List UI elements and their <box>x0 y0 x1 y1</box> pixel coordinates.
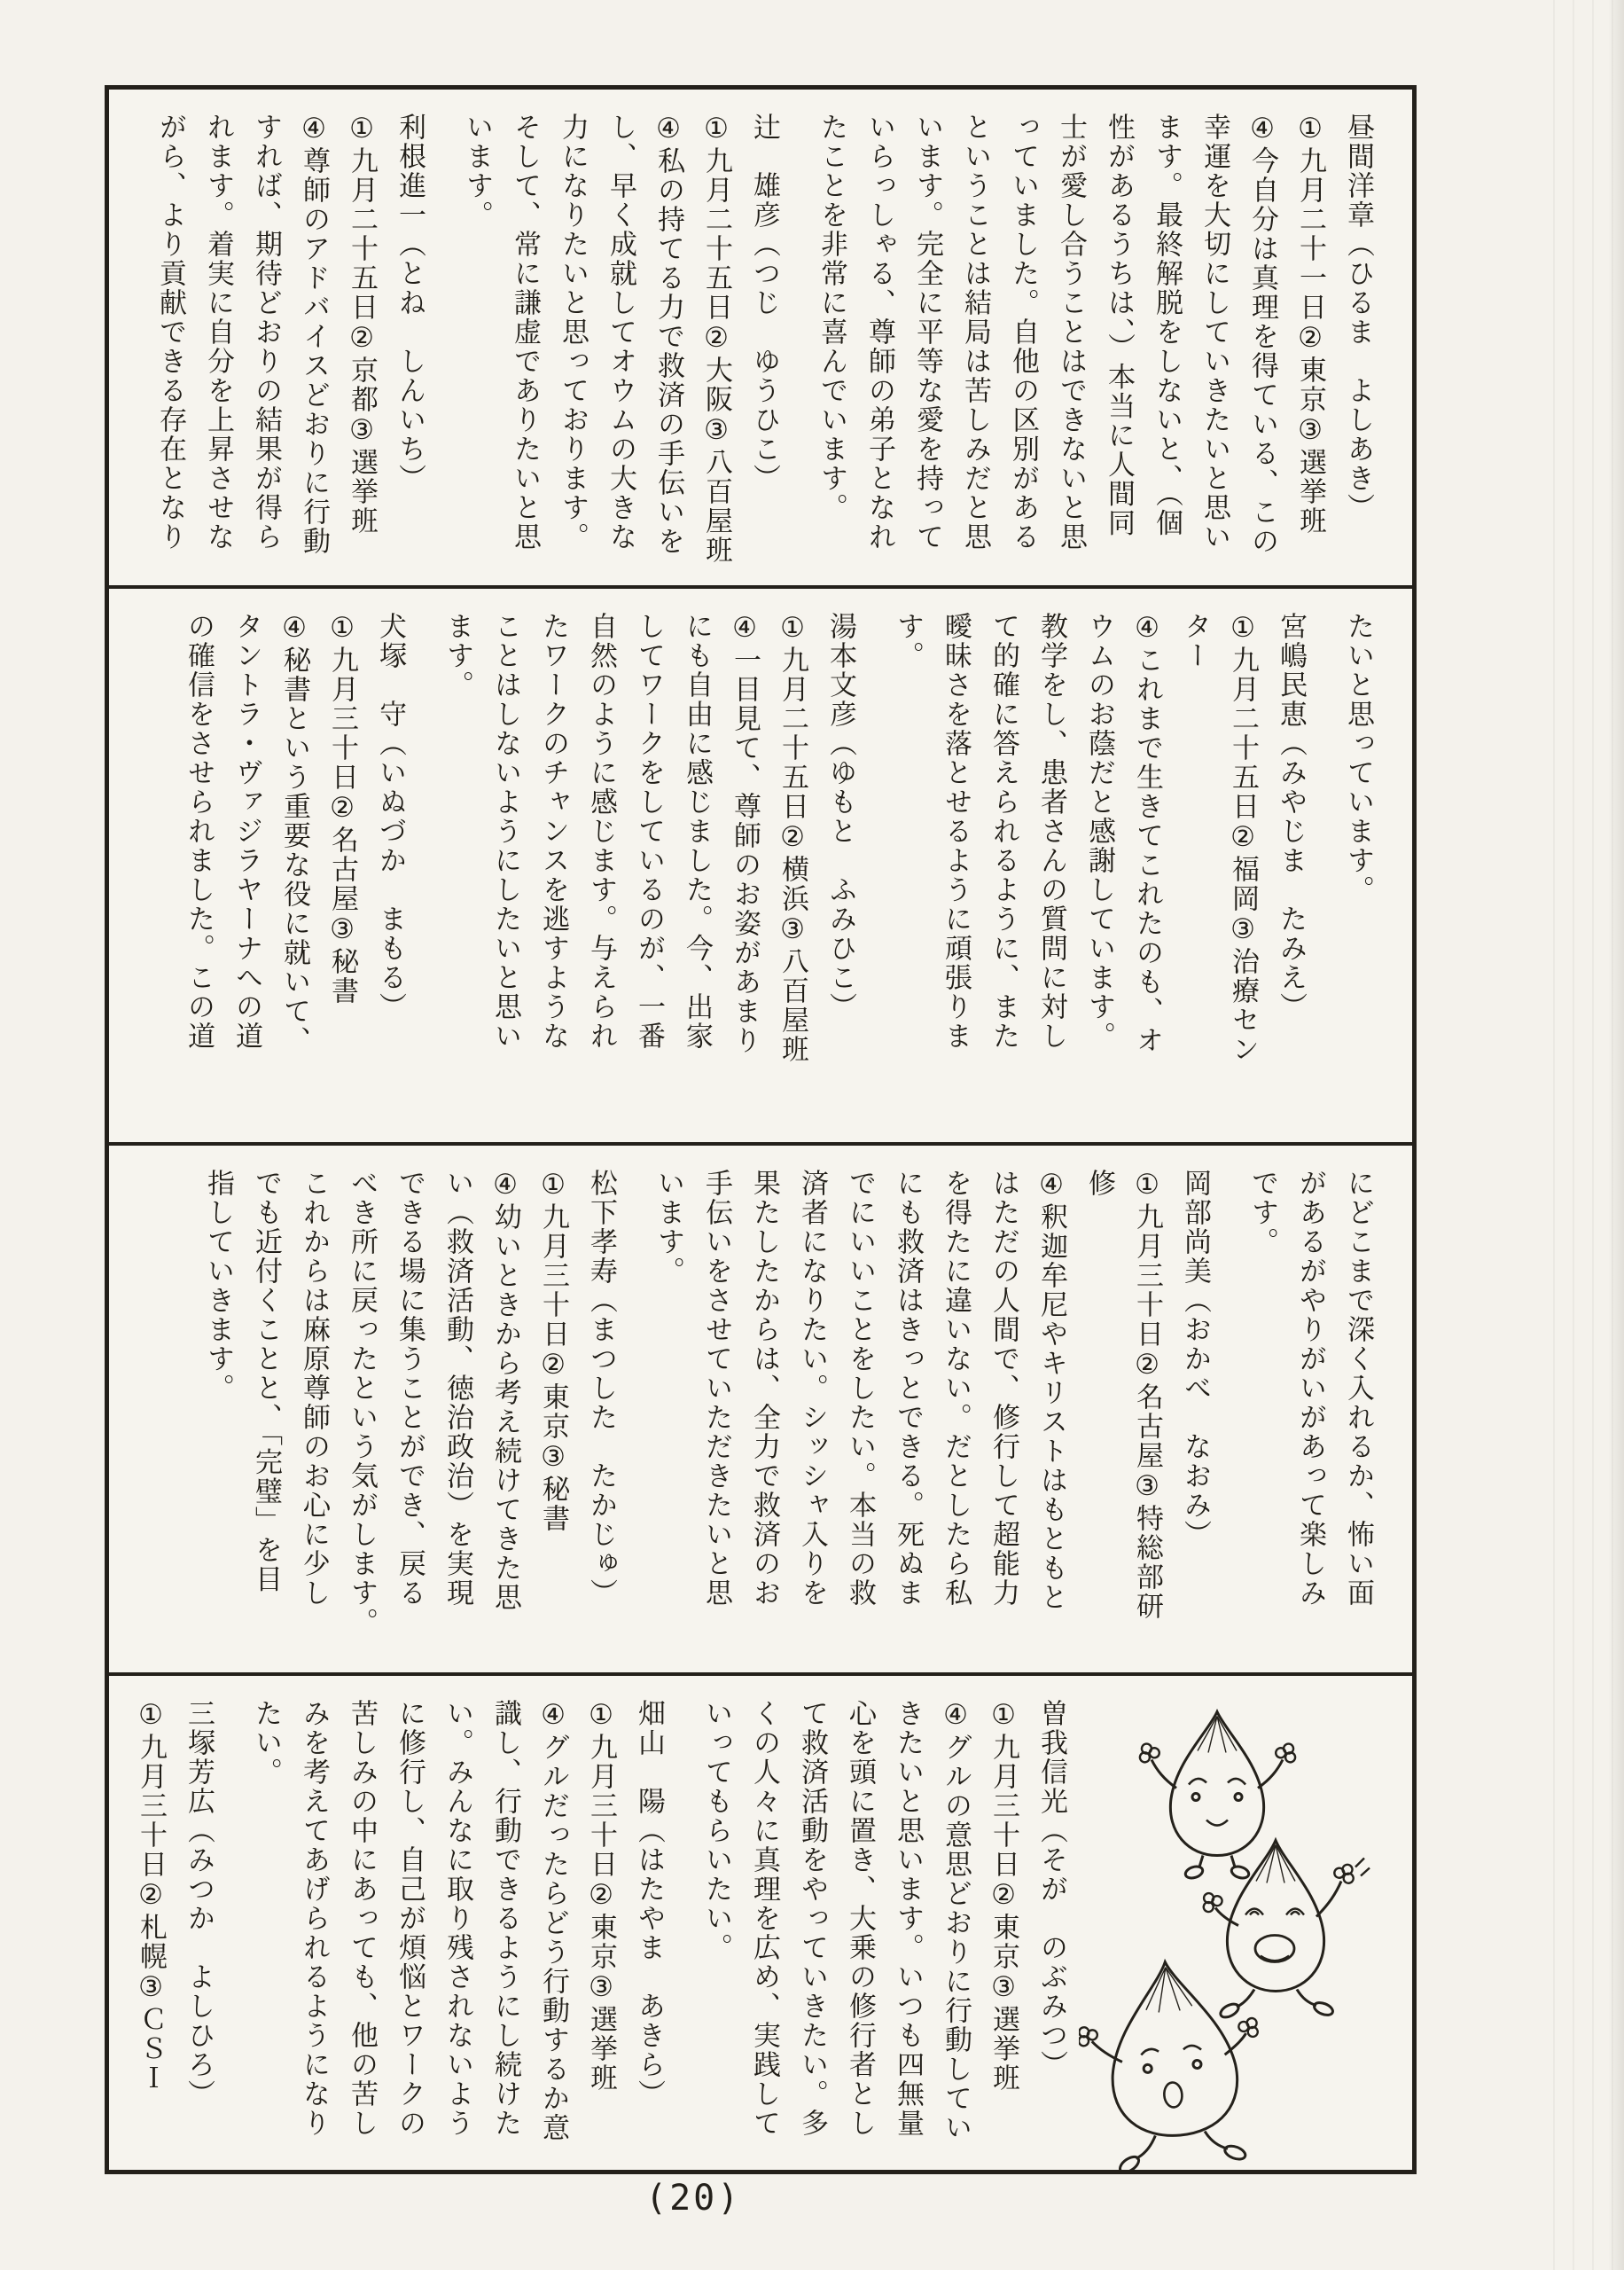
scan-edge-shadow <box>1608 0 1624 2270</box>
text-column: 手伝いをさせていただきたいと思 <box>700 1169 732 1608</box>
text-column: たワークのチャンスを逃すような <box>537 612 569 1051</box>
text-column: ①九月三十日②名古屋③特総部研 <box>1131 1169 1163 1621</box>
text-column: 教学をし、患者さんの質問に対し <box>1035 612 1067 1051</box>
text-column: できる場に集うことができ、戻る <box>394 1169 426 1608</box>
text-column: ます。最終解脱をしないと、（個 <box>1151 113 1183 538</box>
text-column: 曽我信光（そが のぶみつ） <box>1035 1699 1067 2079</box>
text-column: 識し、行動できるようにし続けた <box>489 1699 521 2138</box>
text-column: です。 <box>1246 1169 1278 1256</box>
text-column: 昼間洋章（ひるま よしあき） <box>1342 113 1374 522</box>
scan-edge-streaks <box>1544 0 1624 2270</box>
text-column: います。 <box>461 113 493 230</box>
text-column: 松下孝寿（まつした たかじゅ） <box>585 1169 617 1608</box>
onion-mascot-cheering <box>1136 1712 1300 1881</box>
text-column: ④私の持てる力で救済の手伝いを <box>652 113 684 556</box>
text-column: ①九月三十日②東京③選挙班 <box>988 1699 1019 2093</box>
text-column: 湯本文彦（ゆもと ふみひこ） <box>824 612 856 1022</box>
continuation-text <box>1334 612 1382 1119</box>
text-column: ④幼いときから考え続けてきた思 <box>489 1169 521 1612</box>
text-column: そして、常に謙虚でありたいと思 <box>509 113 541 552</box>
text-column: でも近付くことと、「完璧」を目 <box>250 1169 282 1594</box>
text-column: ①九月三十日②名古屋③秘書 <box>326 612 358 1006</box>
continuation-text <box>1238 1169 1382 1649</box>
member-entry <box>692 1699 1075 2147</box>
text-column: っていました。自他の区別がある <box>1007 113 1039 552</box>
text-column: ④尊師のアドバイスどおりに行動 <box>298 113 330 556</box>
text-column: 心を頭に置き、大乗の修行者とし <box>844 1699 876 2138</box>
text-column: ①九月二十五日②京都③選挙班 <box>346 113 378 536</box>
text-column: 犬塚 守（いぬづか まもる） <box>374 612 406 1022</box>
text-column: ④釈迦牟尼やキリストはもともと <box>1035 1169 1067 1612</box>
member-entry <box>242 1699 673 2147</box>
text-column: にどこまで深く入れるか、怖い面 <box>1342 1169 1374 1608</box>
text-column: に修行し、自己が煩悩とワークの <box>394 1699 426 2138</box>
text-band-3 <box>109 1146 1412 1676</box>
text-column: にも救済はきっとできる。死ぬま <box>892 1169 924 1608</box>
member-entry <box>127 1699 223 2147</box>
text-column: はただの人間で、修行して超能力 <box>988 1169 1019 1608</box>
text-column: い。みんなに取り残されないよう <box>441 1699 473 2138</box>
onion-mascot-laughing-running <box>1198 1841 1370 2020</box>
text-column: ①九月三十日②東京③秘書 <box>537 1169 569 1533</box>
text-column: ①九月二十五日②大阪③八百屋班 <box>700 113 732 565</box>
text-column: 苦しみの中にあっても、他の苦し <box>346 1699 378 2138</box>
text-column: これからは麻原尊師のお心に少し <box>298 1169 330 1608</box>
text-column: 修 <box>1083 1169 1115 1198</box>
vertical-text-area <box>109 90 1412 585</box>
text-column: ①九月二十五日②福岡③治療セン <box>1227 612 1259 1064</box>
text-column: があるがやりがいがあって楽しみ <box>1294 1169 1326 1608</box>
text-column: 済者になりたい。シッシャ入りを <box>796 1169 828 1608</box>
text-column: ます。 <box>441 612 473 700</box>
text-column: います。 <box>652 1169 684 1286</box>
text-column: い（救済活動、徳治政治）を実現 <box>441 1169 473 1608</box>
member-entry <box>884 612 1315 1119</box>
text-column: でにいいことをしたい。本当の救 <box>844 1169 876 1608</box>
text-column: て的確に答えられるように、また <box>988 612 1019 1051</box>
text-column: ④グルだったらどう行動するか意 <box>537 1699 569 2142</box>
text-column: 指していきます。 <box>202 1169 234 1403</box>
text-band-1 <box>109 90 1412 589</box>
text-column: ④秘書という重要な役に就いて、 <box>278 612 310 1055</box>
text-column: がら、より貢献できる存在となり <box>154 113 186 552</box>
text-column: し、早く成就してオウムの大きな <box>605 113 636 552</box>
member-entry <box>453 113 788 565</box>
text-column: たい。 <box>250 1699 282 1787</box>
text-column: 辻 雄彦（つじ ゆうひこ） <box>748 113 780 493</box>
text-column: いってもらいたい。 <box>700 1699 732 1962</box>
text-column: ことはしないようにしたいと思い <box>489 612 521 1051</box>
text-column: ということは結局は苦しみだと思 <box>959 113 991 552</box>
text-column: いらっしゃる、尊師の弟子となれ <box>863 113 895 552</box>
member-entry <box>146 113 433 562</box>
text-column: ④グルの意思どおりに行動してい <box>940 1699 972 2142</box>
member-entry <box>194 1169 625 1649</box>
member-entry <box>433 612 864 1119</box>
text-column: 果たしたからは、全力で救済のお <box>748 1169 780 1608</box>
text-column: 性があるうちは、）本当に人間同 <box>1103 113 1135 538</box>
text-column: くの人々に真理を広め、実践して <box>748 1699 780 2138</box>
text-column: ①九月二十一日②東京③選挙班 <box>1294 113 1326 536</box>
text-band-4 <box>109 1676 1412 2170</box>
text-column: ター <box>1179 612 1211 670</box>
text-column: ④一目見て、尊師のお姿があまり <box>729 612 761 1055</box>
text-column: 畑山 陽（はたやま あきら） <box>633 1699 665 2109</box>
text-column: にも自由に感じました。今、出家 <box>681 612 713 1051</box>
text-column: の確信をさせられました。この道 <box>183 612 215 1051</box>
page-number-label: (20) <box>645 2178 742 2219</box>
text-column: 宮嶋民恵（みやじま たみえ） <box>1275 612 1307 1022</box>
text-column: 三塚芳広（みつか よしひろ） <box>183 1699 215 2109</box>
text-column: 利根進一（とね しんいち） <box>394 113 426 493</box>
text-column: て救済活動をやっていきたい。多 <box>796 1699 828 2138</box>
text-column: ウムのお蔭だと感謝しています。 <box>1083 612 1115 1051</box>
text-column: を得たに違いない。だとしたら私 <box>940 1169 972 1608</box>
text-column: ④今自分は真理を得ている、この <box>1246 113 1278 556</box>
member-entry <box>175 612 414 1119</box>
text-column: す。 <box>892 612 924 670</box>
vertical-text-area <box>109 1146 1412 1672</box>
text-column: れます。着実に自分を上昇させな <box>202 113 234 552</box>
text-column: ①九月二十五日②横浜③八百屋班 <box>777 612 808 1064</box>
text-column: たことを非常に喜んでいます。 <box>816 113 847 522</box>
text-column: ①九月三十日②札幌③ＣＳＩ <box>135 1699 167 2093</box>
text-column: ①九月三十日②東京③選挙班 <box>585 1699 617 2093</box>
text-column: 曖昧さを落とせるように頑張りま <box>940 612 972 1051</box>
member-entry <box>808 113 1382 562</box>
onion-mascot-startled-running <box>1079 1954 1275 2170</box>
member-entry <box>644 1169 1219 1649</box>
text-column: います。完全に平等な愛を持って <box>911 113 943 552</box>
text-column: 岡部尚美（おかべ なおみ） <box>1179 1169 1211 1549</box>
text-column: 力になりたいと思っております。 <box>557 113 589 552</box>
text-column: タントラ・ヴァジラヤーナへの道 <box>230 612 262 1051</box>
scanned-page-frame <box>105 85 1417 2174</box>
text-column: みを考えてあげられるようになり <box>298 1699 330 2138</box>
onion-mascots-illustration <box>1079 1676 1407 2170</box>
text-band-2 <box>109 589 1412 1146</box>
text-column: 士が愛し合うことはできないと思 <box>1055 113 1087 552</box>
vertical-text-area <box>109 589 1412 1142</box>
text-column: 自然のように感じます。与えられ <box>585 612 617 1051</box>
text-column: きたいと思います。いつも四無量 <box>892 1699 924 2138</box>
text-column: してワークをしているのが、一番 <box>633 612 665 1051</box>
text-column: ④これまで生きてこれたのも、オ <box>1131 612 1163 1055</box>
text-column: すれば、期待どおりの結果が得ら <box>250 113 282 552</box>
text-column: たいと思っています。 <box>1342 612 1374 904</box>
text-column: べき所に戻ったという気がします。 <box>346 1169 378 1637</box>
text-column: 幸運を大切にしていきたいと思い <box>1198 113 1230 552</box>
